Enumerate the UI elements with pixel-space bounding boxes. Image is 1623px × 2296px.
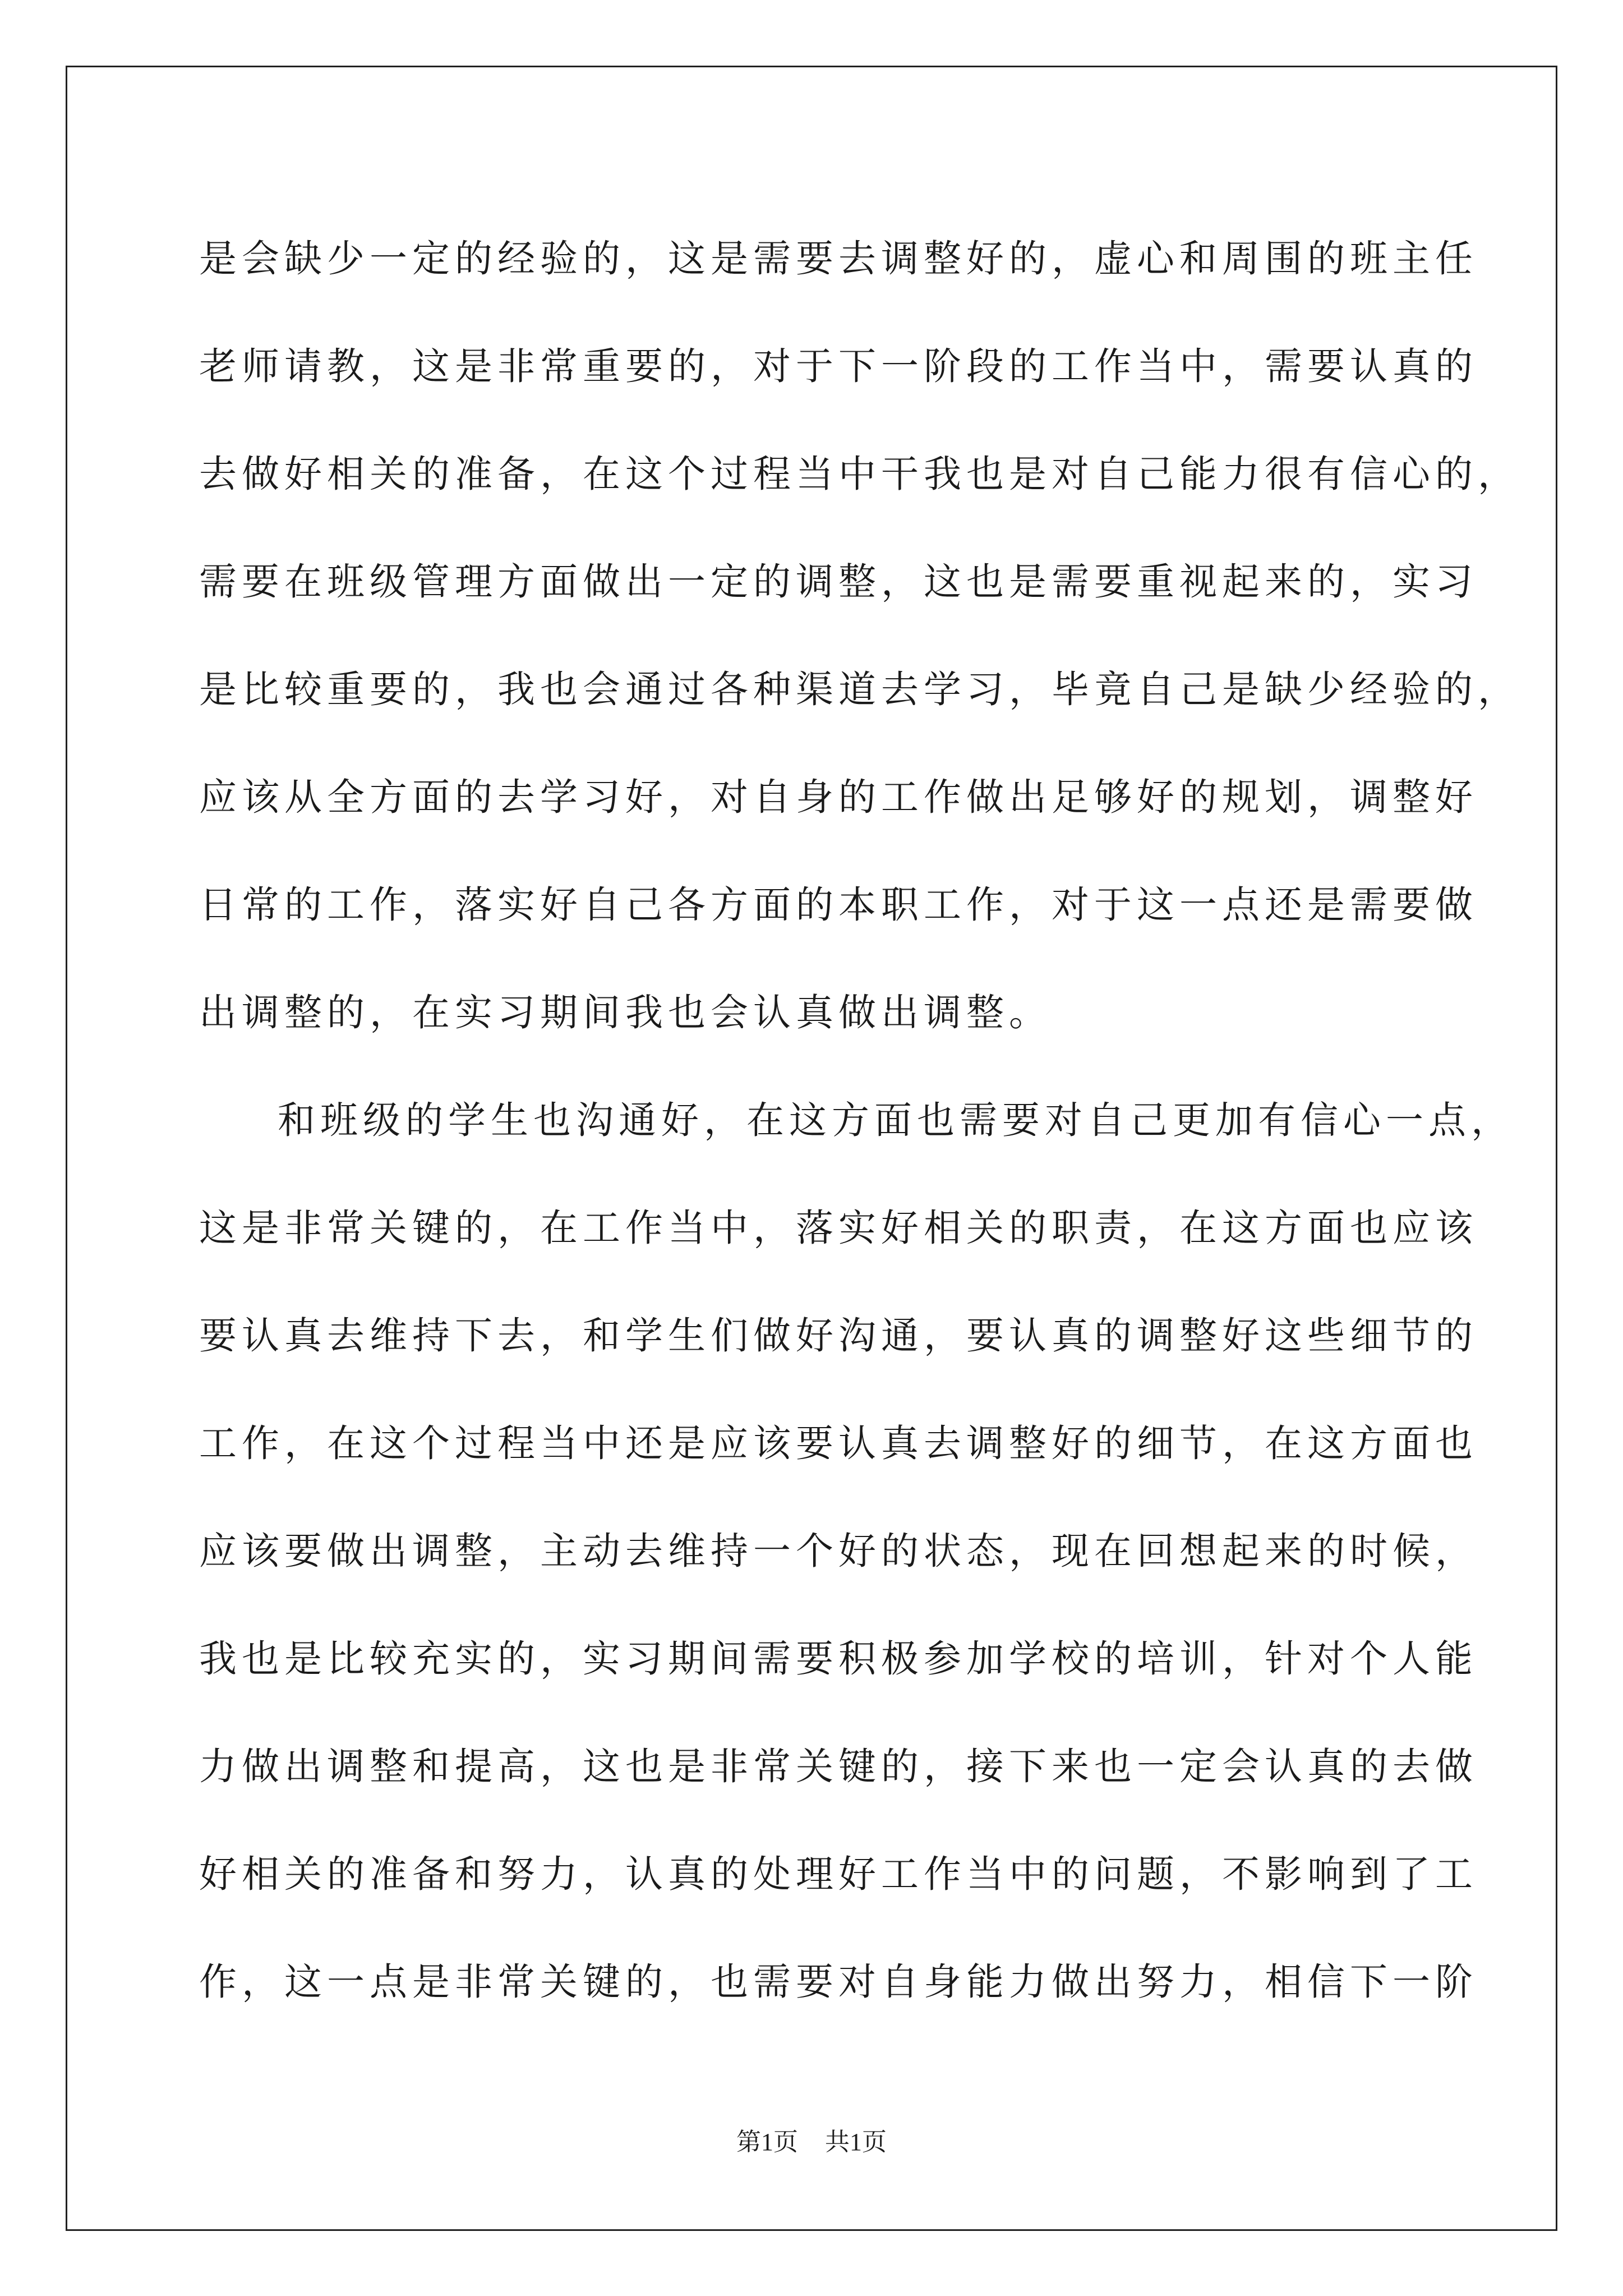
page-footer (0, 2122, 1623, 2157)
page-number: 第1页 (736, 2128, 798, 2156)
text-line: 需要在班级管理方面做出一定的调整，这也是需要重视起来的，实习 (199, 560, 1478, 604)
page-total: 共1页 (825, 2128, 887, 2156)
text-line: 应该从全方面的去学习好，对自身的工作做出足够好的规划，调整好 (199, 775, 1478, 819)
text-line: 出调整的，在实习期间我也会认真做出调整。 (199, 991, 1052, 1034)
paragraph-start-line: 和班级的学生也沟通好，在这方面也需要对自己更加有信心一点， (278, 1098, 1514, 1142)
text-line: 要认真去维持下去，和学生们做好沟通，要认真的调整好这些细节的 (199, 1314, 1478, 1358)
text-line: 我也是比较充实的，实习期间需要积极参加学校的培训，针对个人能 (199, 1637, 1478, 1681)
text-line: 老师请教，这是非常重要的，对于下一阶段的工作当中，需要认真的 (199, 344, 1478, 388)
text-line: 是会缺少一定的经验的，这是需要去调整好的，虚心和周围的班主任 (199, 237, 1478, 280)
text-line: 日常的工作，落实好自己各方面的本职工作，对于这一点还是需要做 (199, 883, 1478, 927)
text-line: 这是非常关键的，在工作当中，落实好相关的职责，在这方面也应该 (199, 1206, 1478, 1250)
text-line: 去做好相关的准备，在这个过程当中干我也是对自己能力很有信心的， (199, 452, 1520, 496)
text-line: 是比较重要的，我也会通过各种渠道去学习，毕竟自己是缺少经验的， (199, 668, 1520, 711)
text-line: 工作，在这个过程当中还是应该要认真去调整好的细节，在这方面也 (199, 1421, 1478, 1465)
document-body (199, 205, 1520, 2036)
text-line: 应该要做出调整，主动去维持一个好的状态，现在回想起来的时候， (199, 1529, 1478, 1573)
text-line: 好相关的准备和努力，认真的处理好工作当中的问题，不影响到了工 (199, 1852, 1478, 1896)
text-line: 力做出调整和提高，这也是非常关键的，接下来也一定会认真的去做 (199, 1745, 1478, 1788)
text-line: 作，这一点是非常关键的，也需要对自身能力做出努力，相信下一阶 (199, 1960, 1478, 2004)
